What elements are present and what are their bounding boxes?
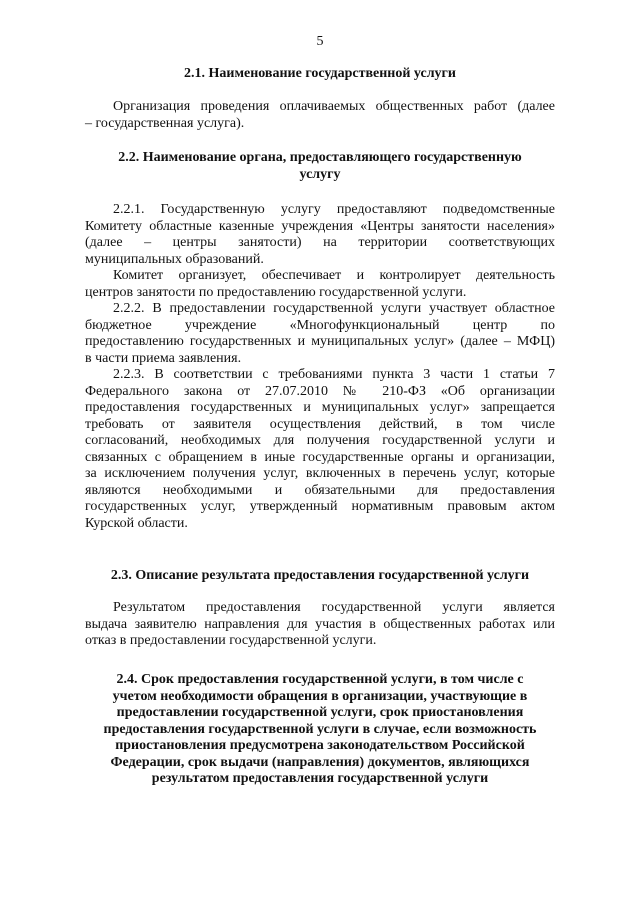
heading-line: Федерации, срок выдачи (направления) документов, являющихся — [110, 754, 530, 770]
heading-line: 2.2. Наименование органа, предоставляющего государственную — [118, 150, 522, 165]
section-2-2-heading — [85, 150, 555, 183]
text-line: бюджетное учреждение «Многофункциональный центр по — [85, 317, 555, 333]
text-line: 2.2.2. В предоставлении государственной услуги участвует областное — [113, 301, 555, 316]
text-line: Организация проведения оплачиваемых общественных работ (далее — [113, 99, 555, 114]
text-line: согласований, необходимых для получения государственной услуги и — [85, 433, 555, 448]
text-line: Результатом предоставления государственной услуги является — [113, 600, 555, 615]
section-2-3-heading: 2.3. Описание результата предоставления государственной услуги — [110, 568, 530, 583]
text-line: 2.2.3. В соответствии с требованиями пункта 3 части 1 статьи 7 — [113, 367, 555, 382]
text-line: 2.2.1. Государственную услугу предоставляют подведомственные — [113, 202, 555, 217]
text-line: государственных услуг, утвержденный нормативным правовым актом — [85, 499, 555, 514]
heading-line: 2.4. Срок предоставления государственной услуги, в том числе с — [116, 672, 524, 687]
text-line: (далее – центры занятости) на территории соответствующих — [85, 235, 555, 250]
text-line: являются необходимыми и обязательными для предоставления — [85, 482, 555, 498]
heading-line: предоставлении государственной услуги, срок приостановления — [116, 705, 524, 720]
section-2-1-text — [85, 99, 555, 132]
text-line: отказ в предоставлении государственной услуги. — [85, 633, 377, 648]
text-line: требовать от заявителя осуществления действий, в том числе — [85, 416, 555, 432]
text-line: предоставлению государственных и муниципальных услуг» (далее – МФЦ) — [85, 334, 555, 349]
text-line: Федерального закона от 27.07.2010 № 210-ФЗ «Об организации — [85, 383, 555, 399]
text-line: связанных с обращением в иные государственные органы и организации, — [85, 449, 555, 465]
text-line: в части приема заявления. — [85, 350, 242, 366]
text-line: центров занятости по предоставлению государственной услуги. — [85, 284, 467, 300]
heading-line: учетом необходимости обращения в организации, участвующие в — [112, 688, 528, 704]
text-line: Комитет организует, обеспечивает и контролирует деятельность — [113, 268, 555, 283]
text-line: предоставления государственных и муниципальных услуг» запрещается — [85, 400, 555, 415]
heading-line: результатом предоставления государственной услуги — [151, 771, 489, 786]
section-2-1-heading: 2.1. Наименование государственной услуги — [184, 66, 456, 81]
heading-line: предоставления государственной услуги в случае, если возможность — [103, 721, 537, 737]
text-line: – государственная услуга). — [85, 115, 245, 131]
text-line: Курской области. — [85, 515, 188, 531]
text-line: за исключением получения услуг, включенных в перечень услуг, которые — [85, 466, 555, 481]
text-line: муниципальных образований. — [85, 251, 264, 267]
heading-line: услугу — [299, 166, 341, 182]
section-2-2-text — [85, 202, 555, 532]
section-2-3-text — [85, 600, 555, 650]
section-2-4-heading — [85, 672, 555, 788]
text-line: выдача заявителю направления для участия в общественных работах или — [85, 616, 555, 632]
heading-line: приостановления предусмотрена законодательством Российской — [115, 738, 525, 753]
page-number: 5 — [316, 34, 324, 49]
text-line: Комитету областные казенные учреждения «Центры занятости населения» — [85, 218, 555, 234]
